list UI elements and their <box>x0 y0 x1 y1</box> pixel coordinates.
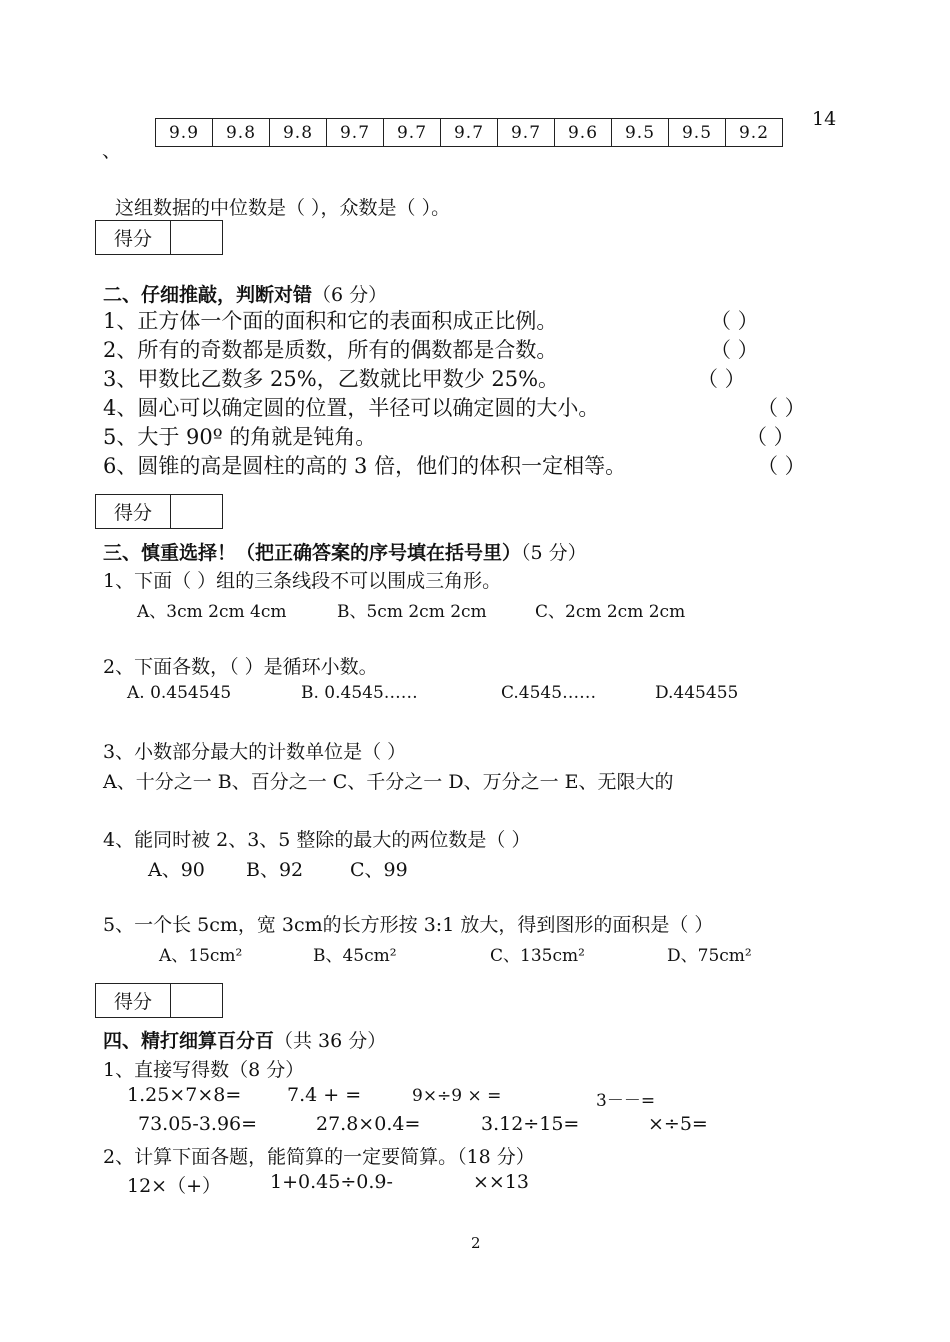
choice-q3: 3、小数部分最大的计数单位是（ ） <box>103 741 407 763</box>
score-blank <box>171 221 222 254</box>
table-row <box>156 119 783 147</box>
choice-q4-option-c: C、99 <box>350 859 408 881</box>
side-number: 14 <box>812 108 837 130</box>
choice-q2-option-a: A. 0.454545 <box>127 683 232 703</box>
table-cell: 9.6 <box>555 119 612 147</box>
median-question: 这组数据的中位数是（ ），众数是（ ）。 <box>115 197 451 219</box>
judge-bracket-3: （ ） <box>697 367 746 391</box>
judge-bracket-1: （ ） <box>710 309 759 333</box>
choice-q4-option-b: B、92 <box>246 859 304 881</box>
score-box <box>95 494 223 529</box>
stray-mark: 、 <box>102 140 122 162</box>
choice-q2-option-d: D.445455 <box>655 683 739 703</box>
judge-item-2: 2、所有的奇数都是质数，所有的偶数都是合数。 <box>103 338 558 362</box>
choice-q5: 5、一个长 5cm，宽 3cm的长方形按 3:1 放大，得到图形的面积是（ ） <box>103 914 714 936</box>
score-blank <box>171 495 222 528</box>
section4-heading-bold: 四、精打细算百分百 <box>103 1030 275 1052</box>
score-label: 得分 <box>96 984 171 1017</box>
calc-r1-c4: 3－－= <box>596 1091 656 1111</box>
section2-heading-rest: （6 分） <box>312 284 388 306</box>
section2-heading-bold: 二、仔细推敲，判断对错 <box>103 284 313 306</box>
judge-item-6: 6、圆锥的高是圆柱的高的 3 倍，他们的体积一定相等。 <box>103 454 627 478</box>
choice-q5-option-d: D、75cm² <box>667 946 752 966</box>
judge-item-4: 4、圆心可以确定圆的位置，半径可以确定圆的大小。 <box>103 396 600 420</box>
judge-item-3: 3、甲数比乙数多 25%，乙数就比甲数少 25%。 <box>103 367 560 391</box>
choice-q4: 4、能同时被 2、3、5 整除的最大的两位数是（ ） <box>103 829 531 851</box>
table-cell: 9.7 <box>327 119 384 147</box>
choice-q1-option-b: B、5cm 2cm 2cm <box>337 602 487 622</box>
table-cell: 9.5 <box>612 119 669 147</box>
judge-item-1: 1、正方体一个面的面积和它的表面积成正比例。 <box>103 309 558 333</box>
table-cell: 9.2 <box>726 119 783 147</box>
calc-sub2: 2、计算下面各题，能简算的一定要简算。（18 分） <box>103 1146 535 1168</box>
calc-r3-c3: ××13 <box>473 1171 530 1193</box>
choice-q1-option-a: A、3cm 2cm 4cm <box>137 602 287 622</box>
table-cell: 9.5 <box>669 119 726 147</box>
choice-q1: 1、下面（ ）组的三条线段不可以围成三角形。 <box>103 570 502 592</box>
choice-q1-option-c: C、2cm 2cm 2cm <box>535 602 686 622</box>
calc-r2-c2: 27.8×0.4= <box>316 1113 421 1135</box>
table-cell: 9.7 <box>498 119 555 147</box>
score-label: 得分 <box>96 495 171 528</box>
score-box <box>95 220 223 255</box>
section4-heading-rest: （共 36 分） <box>274 1030 387 1052</box>
table-cell: 9.8 <box>213 119 270 147</box>
score-blank <box>171 984 222 1017</box>
choice-q2-option-c: C.4545…… <box>501 683 597 703</box>
section2-heading <box>103 280 387 307</box>
calc-r3-c1: 12×（+） <box>127 1175 222 1197</box>
choice-q5-option-b: B、45cm² <box>313 946 397 966</box>
table-cell: 9.8 <box>270 119 327 147</box>
calc-r2-c1: 73.05-3.96= <box>138 1113 258 1135</box>
choice-q2: 2、下面各数，（ ）是循环小数。 <box>103 656 378 678</box>
table-cell: 9.7 <box>384 119 441 147</box>
judge-bracket-6: （ ） <box>757 454 806 478</box>
choice-q2-option-b: B. 0.4545…… <box>301 683 418 703</box>
score-box <box>95 983 223 1018</box>
calc-r1-c2: 7.4 + = <box>287 1084 362 1106</box>
calc-r1-c1: 1.25×7×8= <box>127 1084 242 1106</box>
data-table <box>155 118 783 147</box>
table-cell: 9.9 <box>156 119 213 147</box>
table-cell: 9.7 <box>441 119 498 147</box>
section3-heading-bold: 三、慎重选择！（把正确答案的序号填在括号里） <box>103 542 522 564</box>
choice-q5-option-c: C、135cm² <box>490 946 585 966</box>
page-number: 2 <box>471 1234 481 1252</box>
calc-r1-c3: 9×÷9 × = <box>412 1086 502 1106</box>
section3-heading <box>103 538 587 565</box>
choice-q5-option-a: A、15cm² <box>159 946 243 966</box>
calc-r3-c2: 1+0.45÷0.9- <box>270 1171 393 1193</box>
score-label: 得分 <box>96 221 171 254</box>
calc-r2-c3: 3.12÷15= <box>481 1113 580 1135</box>
judge-bracket-4: （ ） <box>757 396 806 420</box>
section4-heading <box>103 1026 386 1053</box>
choice-q3-options: A、十分之一 B、百分之一 C、千分之一 D、万分之一 E、无限大的 <box>103 771 674 793</box>
calc-r2-c4: ×÷5= <box>648 1113 708 1135</box>
section3-heading-rest: （5 分） <box>521 542 587 564</box>
calc-sub1: 1、直接写得数（8 分） <box>103 1059 305 1081</box>
choice-q4-option-a: A、90 <box>148 859 205 881</box>
judge-bracket-5: （ ） <box>746 425 795 449</box>
judge-item-5: 5、大于 90º 的角就是钝角。 <box>103 425 377 449</box>
judge-bracket-2: （ ） <box>710 338 759 362</box>
